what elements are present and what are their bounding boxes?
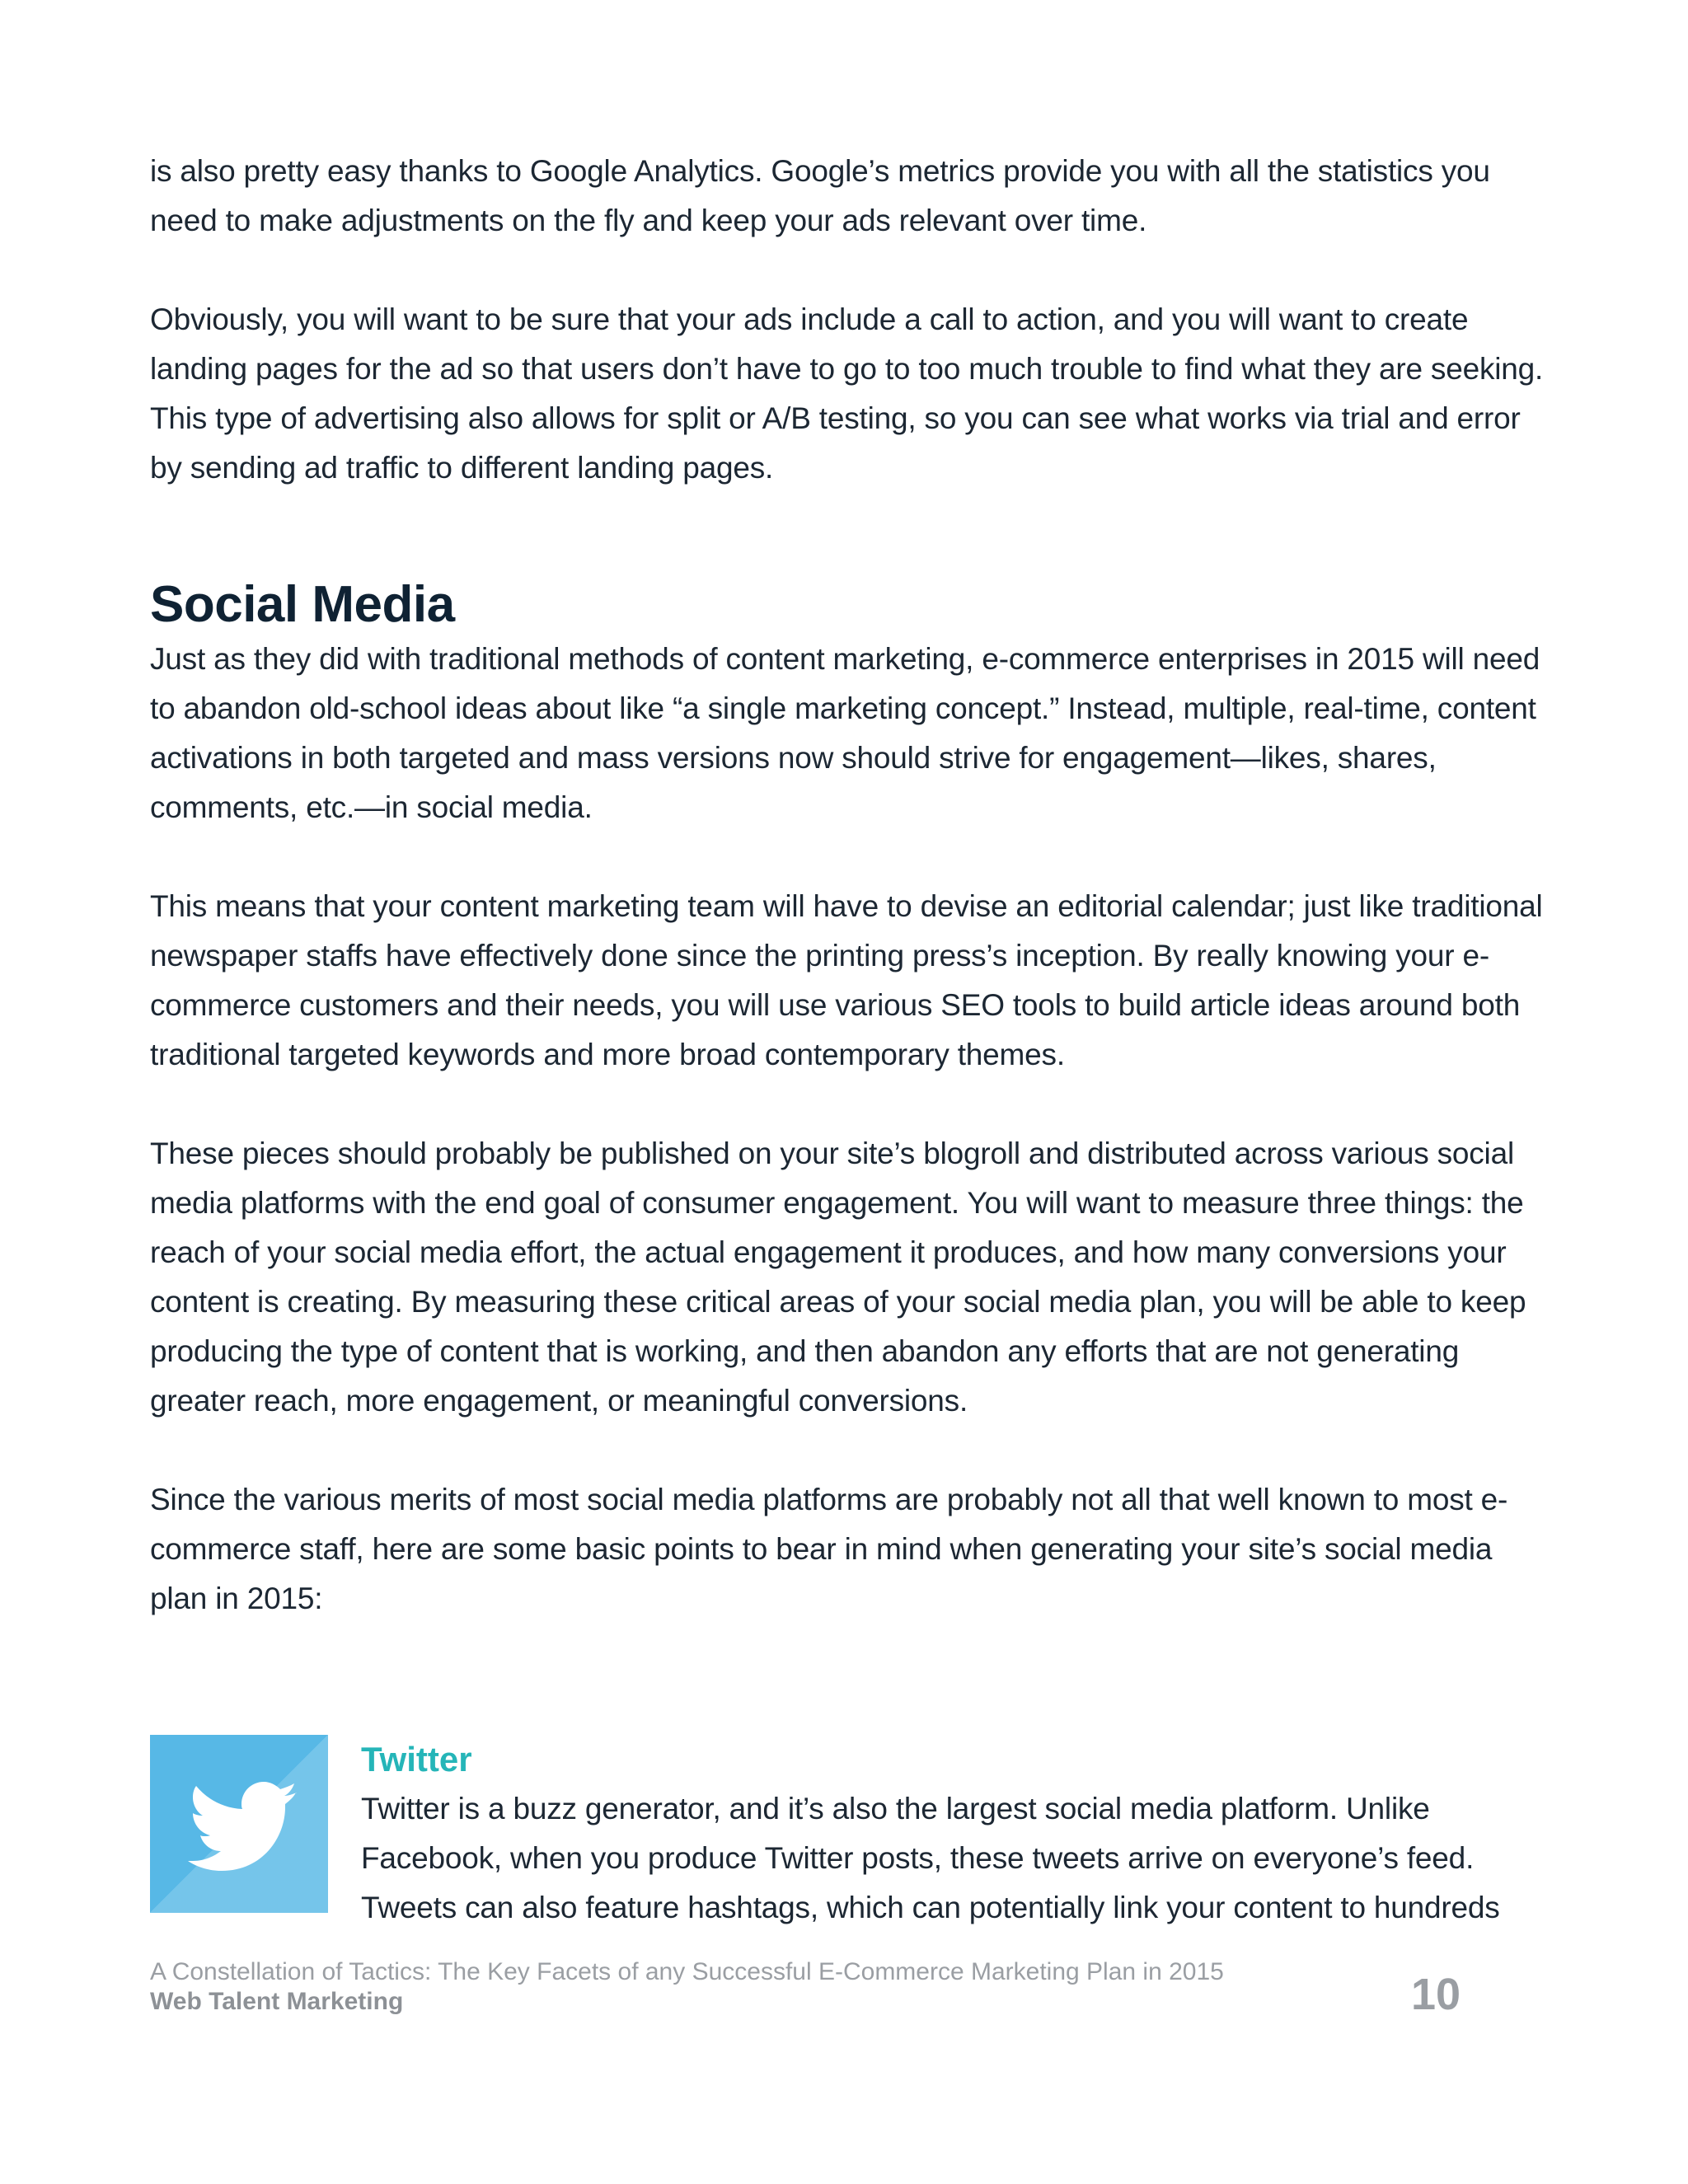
paragraph-social-3: These pieces should probably be published on your site’s blogroll and distributed across various social media platforms with the end goal of consumer engagement. You will want to measure three things: the reach of your social media effort, the actual engagement it produces, and how many conversions your content is creating. By measuring these critical areas of your social media plan, you will be able to keep producing the type of content that is working, and then abandon any efforts that are not generating greater reach, more engagement, or meaningful conversions. (150, 1137, 1526, 1418)
footer-brand: Web Talent Marketing (150, 1988, 404, 2015)
paragraph-analytics: is also pretty easy thanks to Google Analytics. Google’s metrics provide you with all the statistics you need to make adjustments on the fly and keep your ads relevant over time. (150, 154, 1490, 237)
main-content (150, 147, 1551, 1673)
page-footer (150, 1957, 1469, 2017)
page-number: 10 (1411, 1970, 1461, 2019)
paragraph-social-4: Since the various merits of most social media platforms are probably not all that well known to most e-commerce staff, here are some basic points to bear in mind when generating your site’s social media plan in 2015: (150, 1483, 1508, 1615)
section-heading-social-media: Social Media (150, 576, 455, 633)
twitter-bird-icon (150, 1735, 328, 1913)
twitter-title: Twitter (361, 1740, 472, 1779)
footer-document-title: A Constellation of Tactics: The Key Facets of any Successful E-Commerce Marketing Plan in 2015 (150, 1958, 1224, 1985)
twitter-text-block (361, 1735, 1564, 1933)
twitter-description: Twitter is a buzz generator, and it’s also the largest social media platform. Unlike Facebook, when you produce Twitter posts, these tweets arrive on everyone’s feed. Tweets can also feature hashtags, which can potentially link your content to hundreds (361, 1792, 1500, 1924)
paragraph-call-to-action: Obviously, you will want to be sure that your ads include a call to action, and you will want to create landing pages for the ad so that users don’t have to go to too much trouble to find what they are seeking. This type of advertising also allows for split or A/B testing, so you can see what works via trial and error by sending ad traffic to different landing pages. (150, 302, 1544, 485)
paragraph-social-2: This means that your content marketing team will have to devise an editorial calendar; just like traditional newspaper staffs have effectively done since the printing press’s inception. By really knowing your e-commerce customers and their needs, you will use various SEO tools to build article ideas around both traditional targeted keywords and more broad contemporary themes. (150, 889, 1543, 1071)
twitter-section (150, 1735, 1551, 1933)
paragraph-social-1: Just as they did with traditional methods of content marketing, e-commerce enterprises in 2015 will need to abandon old-school ideas about like “a single marketing concept.” Instead, multiple, real-time, content activations in both targeted and mass versions now should strive for engagement—likes, shares, comments, etc.—in social media. (150, 642, 1540, 824)
